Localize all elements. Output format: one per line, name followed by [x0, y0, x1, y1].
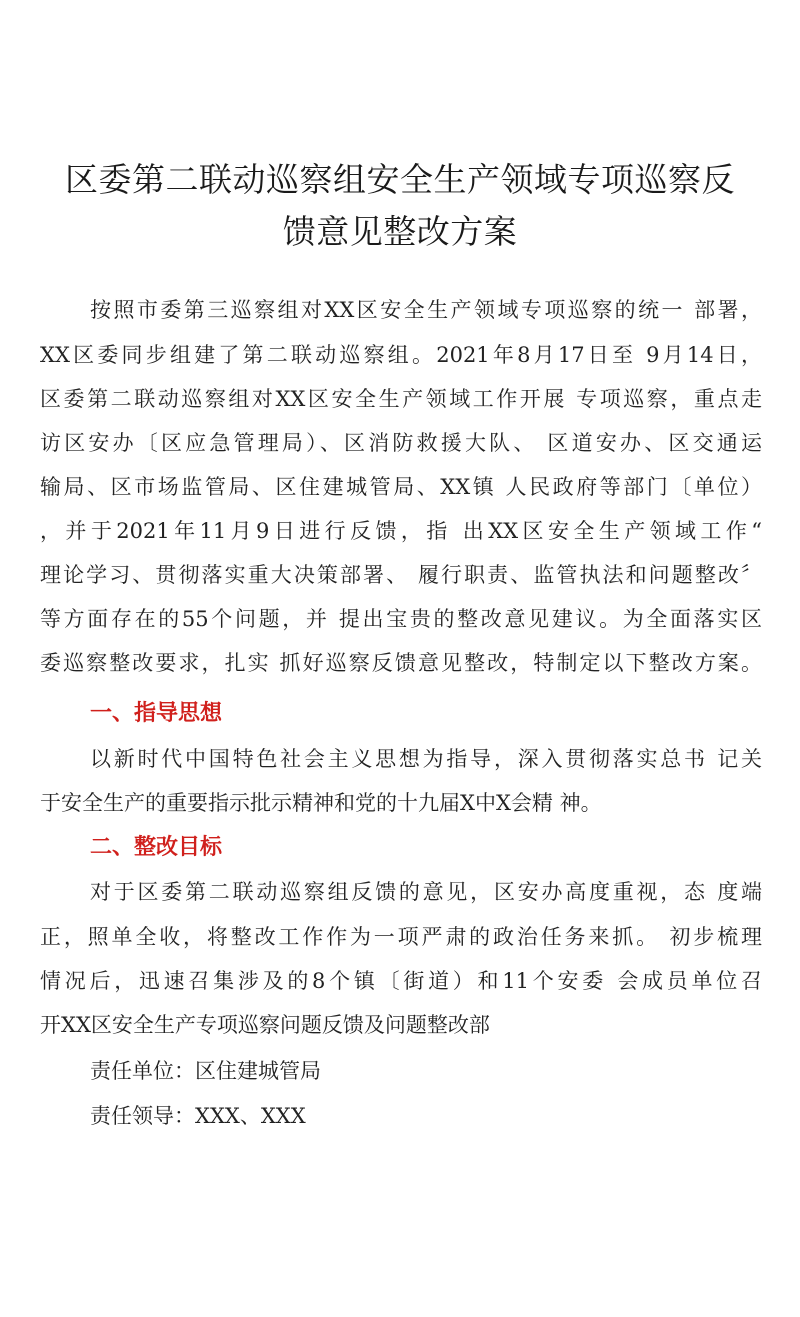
intro-line: XX区委同步组建了第二联动巡察组。2021年8月17日至 9月14日，: [40, 343, 762, 367]
section2-line: 情况后，迅速召集涉及的8个镇〔街道）和11个安委 会成员单位召: [40, 969, 762, 993]
section2-line: 对于区委第二联动巡察组反馈的意见，区安办高度重视，态 度端: [90, 880, 762, 904]
section-heading-rectification-goals: 二、整改目标: [90, 835, 223, 860]
intro-line: 委巡察整改要求，扎实 抓好巡察反馈意见整改，特制定以下整改方案。: [40, 651, 762, 675]
responsible-leader: 责任领导：XXX、XXX: [90, 1104, 306, 1128]
intro-line: 访区安办〔区应急管理局）、区消防救援大队、 区道安办、区交通运: [40, 431, 762, 455]
section1-line: 于安全生产的重要指示批示精神和党的十九届X中X会精 神。: [40, 791, 602, 815]
intro-line: 按照市委第三巡察组对XX区安全生产领域专项巡察的统一 部署，: [90, 298, 762, 322]
section1-line: 以新时代中国特色社会主义思想为指导，深入贯彻落实总书 记关: [90, 747, 762, 771]
intro-line: 等方面存在的55个问题，并 提出宝贵的整改意见建议。为全面落实区: [40, 607, 762, 631]
document-title-line-2: 馈意见整改方案: [282, 212, 518, 251]
document-title-line-1: 区委第二联动巡察组安全生产领域专项巡察反: [65, 160, 735, 199]
intro-line: ，并于2021年11月9日进行反馈，指 出XX区安全生产领域工作“: [40, 519, 762, 543]
intro-line: 区委第二联动巡察组对XX区安全生产领域工作开展 专项巡察，重点走: [40, 387, 762, 411]
intro-line: 输局、区市场监管局、区住建城管局、XX镇 人民政府等部门〔单位）: [40, 475, 762, 499]
section-heading-guiding-thought: 一、指导思想: [90, 701, 223, 726]
intro-line: 理论学习、贯彻落实重大决策部署、 履行职责、监管执法和问题整改〞: [40, 563, 762, 587]
section2-line: 开XX区安全生产专项巡察问题反馈及问题整改部: [40, 1013, 490, 1037]
section2-line: 正，照单全收，将整改工作作为一项严肃的政治任务来抓。 初步梳理: [40, 925, 762, 949]
responsible-unit: 责任单位：区住建城管局: [90, 1059, 321, 1083]
